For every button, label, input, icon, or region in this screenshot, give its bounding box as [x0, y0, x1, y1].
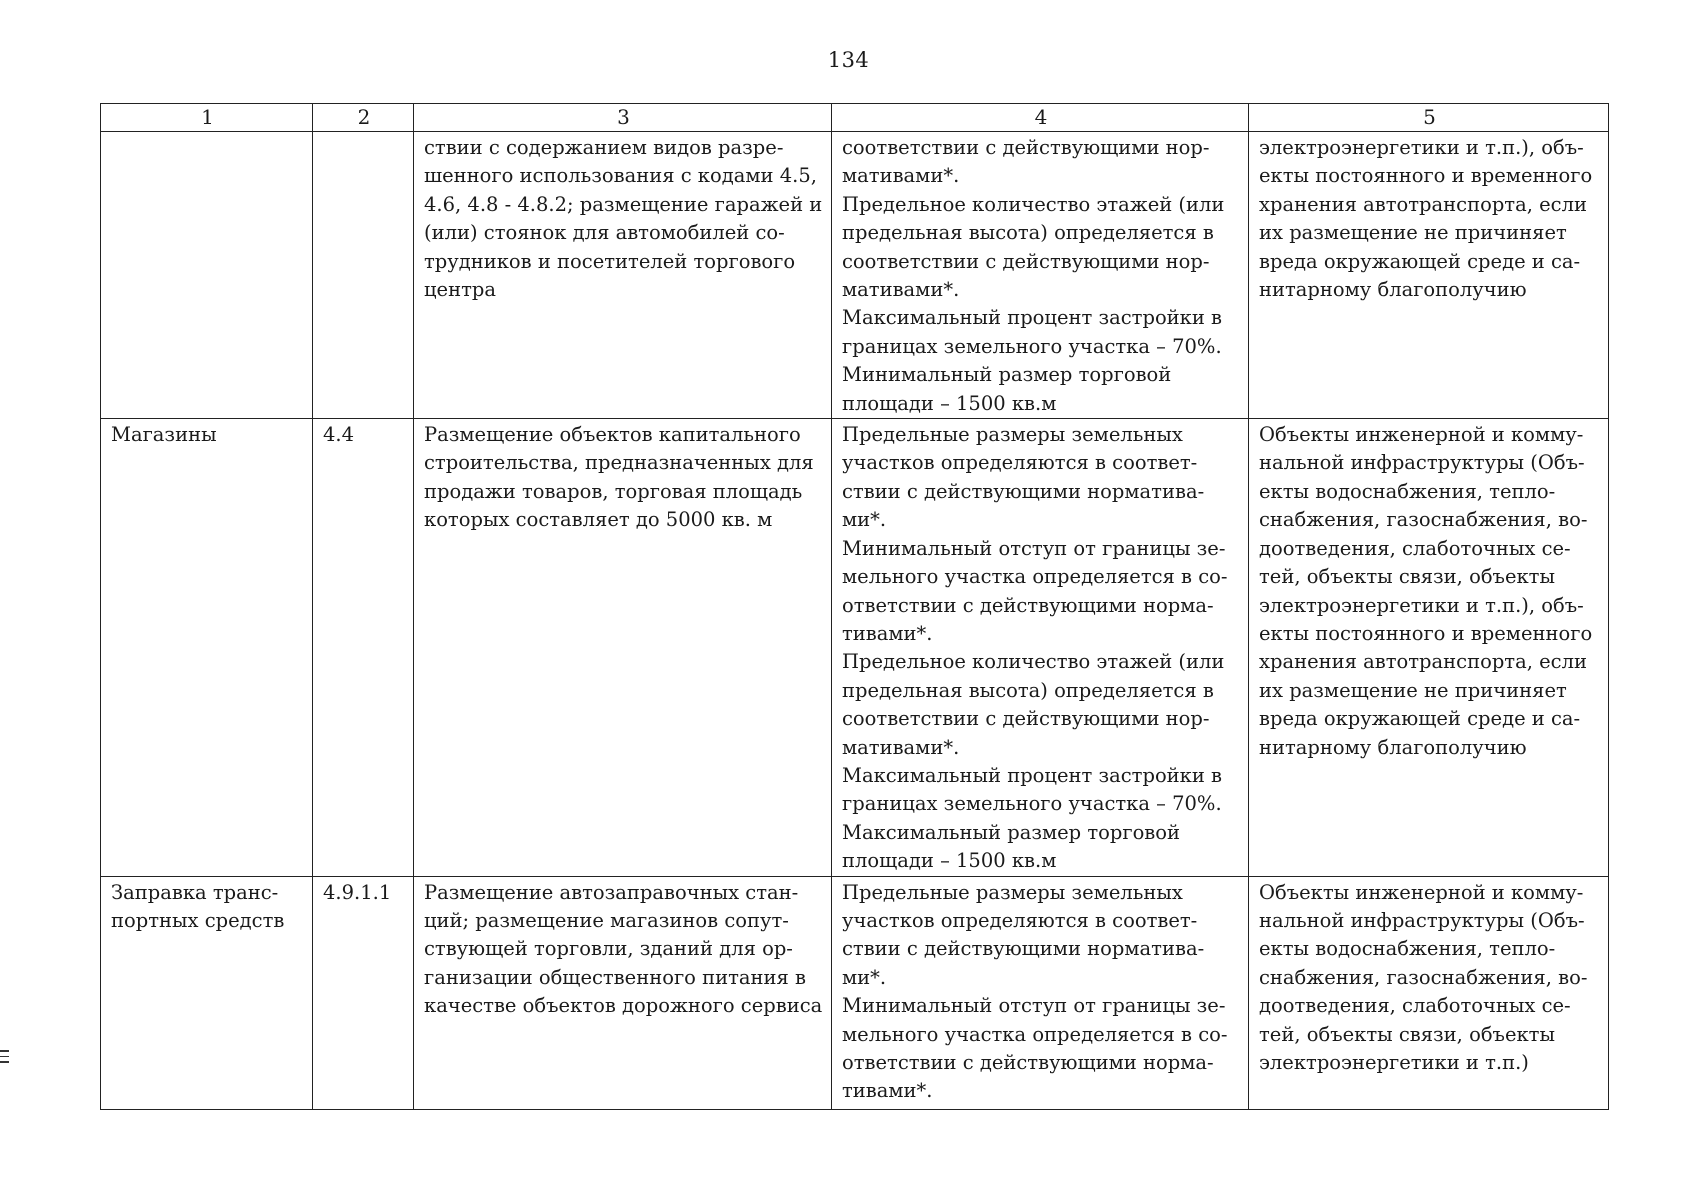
- use-code-cell: [313, 132, 414, 419]
- auxiliary-uses-cell: [1249, 132, 1609, 419]
- auxiliary-uses-cell: [1249, 876, 1609, 1109]
- use-name-cell: [101, 876, 313, 1109]
- use-description: Размещение объектов капитального строительства, предназначенных для продажи товаров, торговая площадь которых составляет до 5000 кв. м: [424, 423, 814, 532]
- use-code: 4.4: [323, 423, 355, 447]
- use-description-cell: [414, 419, 832, 877]
- page-number: 134: [827, 48, 870, 72]
- use-name-cell: [101, 132, 313, 419]
- column-header-2: 2: [313, 104, 414, 132]
- use-description-cell: [414, 876, 832, 1109]
- use-code-cell: [313, 876, 414, 1109]
- use-description: Размещение автозаправочных стан- ций; размещение магазинов сопут- ствующей торговли, зданий для ор- ганизации общественного питания в качестве объектов дорожного сервиса: [424, 880, 823, 1018]
- auxiliary-uses-text: электроэнергетики и т.п.), объ- екты постоянного и временного хранения автотранспорта, если их размещение не причиняет вреда окружающей среде и са- нитарному благополучию: [1259, 136, 1593, 302]
- table-row: [101, 876, 1609, 1109]
- use-code: 4.9.1.1: [323, 880, 392, 904]
- table-row: [101, 132, 1609, 419]
- use-code-cell: [313, 419, 414, 877]
- use-name: Магазины: [111, 423, 217, 447]
- column-header-3: 3: [414, 104, 832, 132]
- scan-mark: [0, 1056, 9, 1058]
- use-name-cell: [101, 419, 313, 877]
- column-header-1: 1: [101, 104, 313, 132]
- auxiliary-uses-text: Объекты инженерной и комму- нальной инфраструктуры (Объ- екты водоснабжения, тепло- снабжения, газоснабжения, во- доотведения, слаботочных се- тей, объекты связи, объекты электроэнергетики и т.п.), объ- екты постоянного и временного хранения автотранспорта, если их размещение не причиняет вреда окружающей среде и са- нитарному благополучию: [1259, 423, 1593, 759]
- scan-margin-marks: [0, 1050, 10, 1067]
- parameters-cell: [832, 132, 1249, 419]
- column-header-4: 4: [832, 104, 1249, 132]
- use-name: Заправка транс- портных средств: [111, 880, 285, 932]
- parameters-cell: [832, 419, 1249, 877]
- scan-mark: [0, 1050, 9, 1052]
- column-header-5: 5: [1249, 104, 1609, 132]
- parameters-text: Предельные размеры земельных участков определяются в соответ- ствии с действующими норматива- ми*. Минимальный отступ от границы зе- мельного участка определяется в со- ответствии с действующими норма- тивами*. Предельное количество этажей (или предельная высота) определяется в соответствии с действующими нор- мативами*. Максимальный процент застройки в границах земельного участка – 70%. Максимальный размер торговой площади – 1500 кв.м: [842, 423, 1228, 873]
- use-description-cell: [414, 132, 832, 419]
- auxiliary-uses-cell: [1249, 419, 1609, 877]
- auxiliary-uses-text: Объекты инженерной и комму- нальной инфраструктуры (Объ- екты водоснабжения, тепло- снабжения, газоснабжения, во- доотведения, слаботочных се- тей, объекты связи, объекты электроэнергетики и т.п.): [1259, 880, 1588, 1074]
- land-use-table: [100, 103, 1609, 1110]
- parameters-text: соответствии с действующими нор- мативами*. Предельное количество этажей (или предельная высота) определяется в соответствии с действующими нор- мативами*. Максимальный процент застройки в границах земельного участка – 70%. Минимальный размер торговой площади – 1500 кв.м: [842, 136, 1225, 415]
- table-header-row: [101, 104, 1609, 132]
- use-description: ствии с содержанием видов разре- шенного использования с кодами 4.5, 4.6, 4.8 - 4.8.2; размещение гаражей и (или) стоянок для автомобилей со- трудников и посетителей торгового центра: [424, 136, 823, 302]
- scan-mark: [0, 1061, 9, 1063]
- parameters-cell: [832, 876, 1249, 1109]
- table-row: [101, 419, 1609, 877]
- parameters-text: Предельные размеры земельных участков определяются в соответ- ствии с действующими норматива- ми*. Минимальный отступ от границы зе- мельного участка определяется в со- ответствии с действующими норма- тивами*.: [842, 880, 1228, 1103]
